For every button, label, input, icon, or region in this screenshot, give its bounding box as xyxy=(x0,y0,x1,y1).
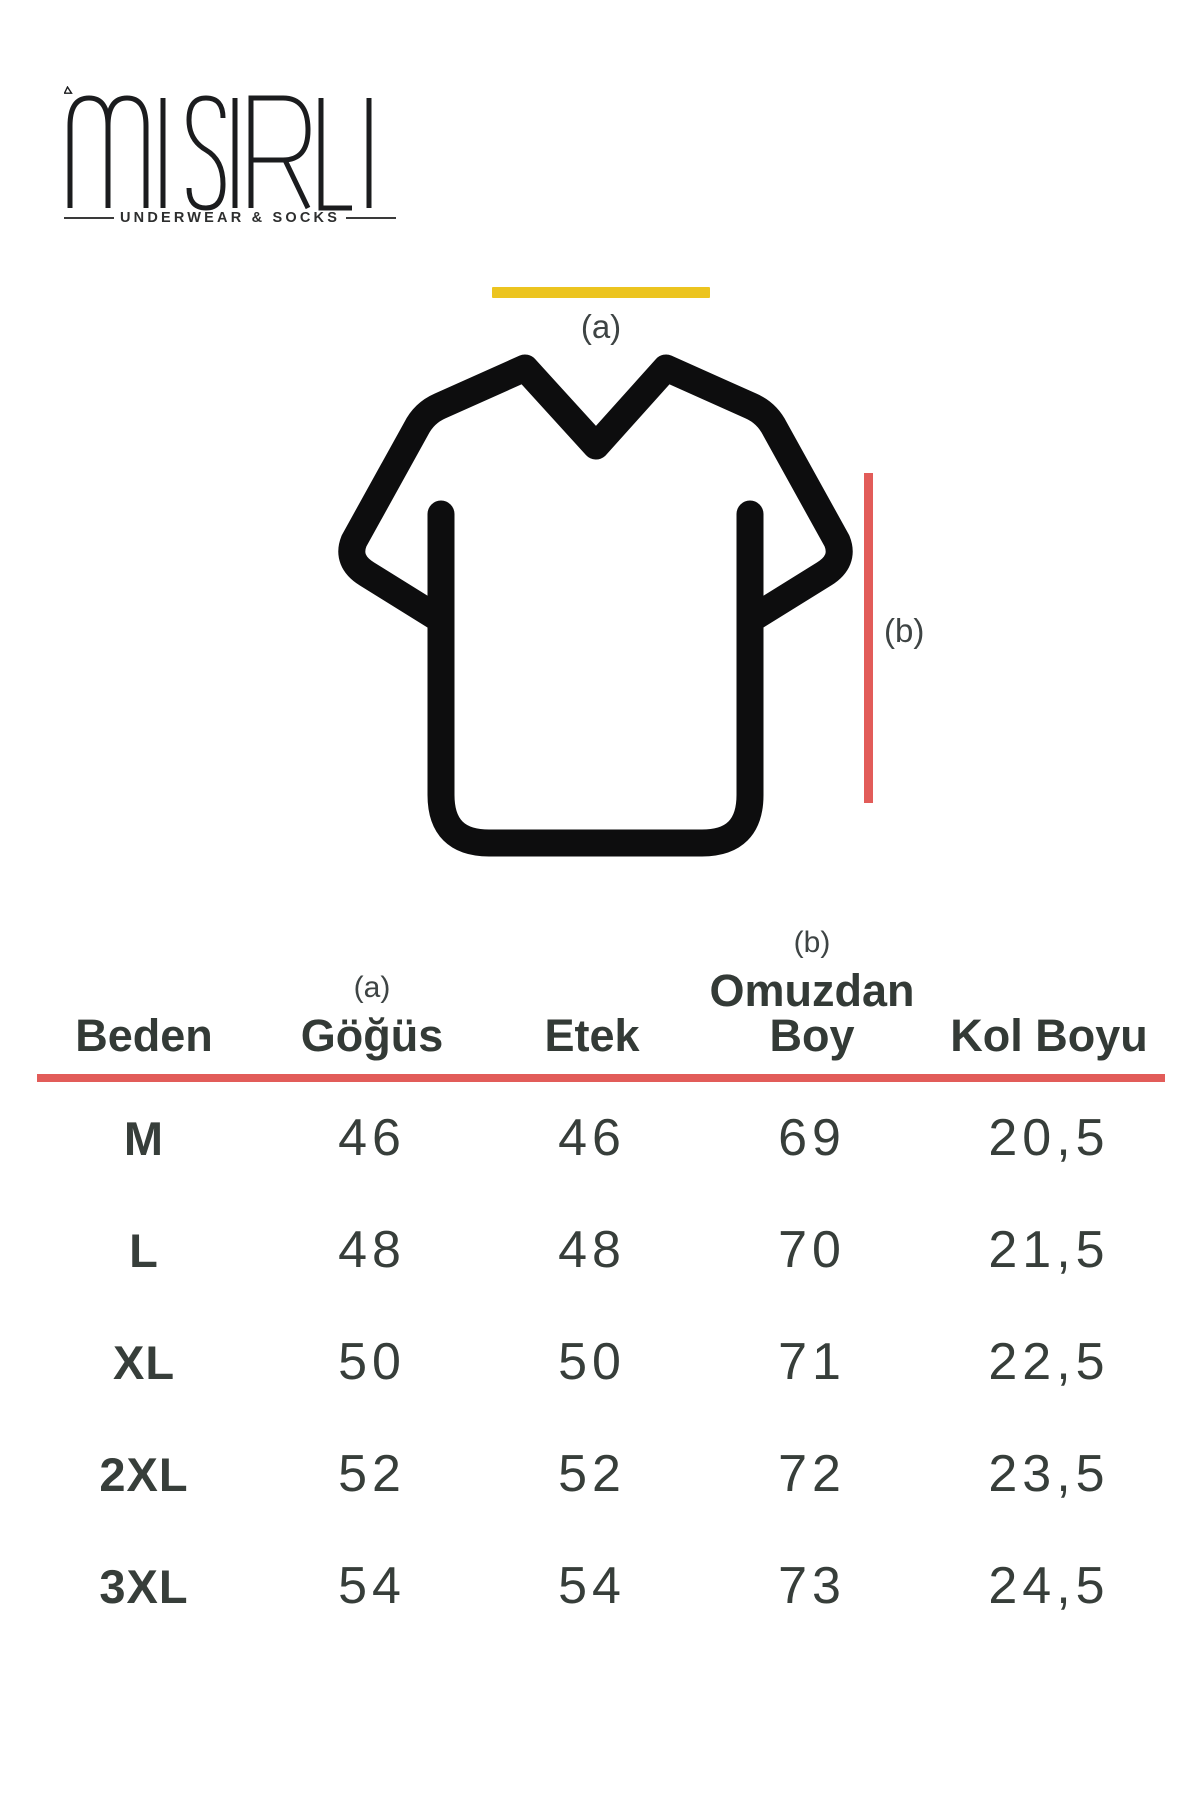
brand-logo xyxy=(64,86,379,231)
header-chest-marker: (a) xyxy=(353,971,391,1004)
header-divider xyxy=(37,1074,1165,1082)
table-row-xl: XL 50 50 71 22,5 xyxy=(112,1333,1110,1391)
diagram-label-b: (b) xyxy=(884,612,925,649)
header-chest: (a) Göğüs xyxy=(300,971,444,1061)
size-table-body xyxy=(37,1082,1165,1642)
header-shoulder-marker: (b) xyxy=(793,926,831,959)
brand-tagline-row xyxy=(64,210,379,226)
tagline-left-dash xyxy=(64,217,114,219)
table-row-3xl: 3XL 54 54 73 24,5 xyxy=(99,1557,1110,1615)
table-row-l: L 48 48 70 21,5 xyxy=(129,1221,1110,1279)
size-table xyxy=(37,928,1165,1642)
diagram-label-a: (a) xyxy=(580,308,622,345)
header-shoulder: (b) Omuzdan Boy xyxy=(709,926,915,1061)
header-size: Beden xyxy=(75,1010,213,1061)
header-hem: Etek xyxy=(544,1010,640,1061)
table-row-2xl: 2XL 52 52 72 23,5 xyxy=(99,1445,1110,1503)
brand-tagline: UNDERWEAR & SOCKS xyxy=(120,210,341,226)
length-measure-bar xyxy=(864,473,873,803)
tshirt-icon xyxy=(330,290,880,870)
logo-triangle-icon xyxy=(65,87,72,93)
size-table-header xyxy=(37,928,1165,1072)
table-row-m: M 46 46 69 20,5 xyxy=(123,1109,1110,1167)
header-sleeve: Kol Boyu xyxy=(950,1010,1148,1061)
brand-wordmark xyxy=(64,86,379,212)
tagline-right-dash xyxy=(346,217,396,219)
